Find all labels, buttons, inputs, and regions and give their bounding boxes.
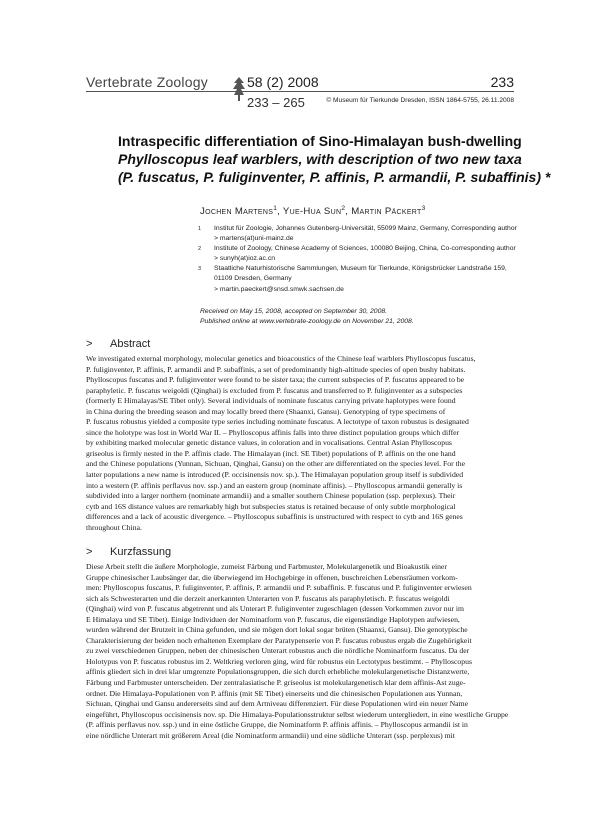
header-rule: [86, 91, 514, 92]
affiliation-text: Staatliche Naturhistorische Sammlungen, Museum für Tierkunde, Königsbrücker Landstraße 159,: [214, 265, 507, 272]
text-line: wurden während der Brutzeit in China gefunden, und sie mögen dort lokal sogar brüten (Shaanxi, Gansu). Die genotypische: [86, 625, 468, 635]
text-line: throughout China.: [86, 522, 142, 532]
received-date: Received on May 15, 2008, accepted on September 30, 2008.: [200, 308, 388, 315]
text-line: cytb and 16S distance values are remarkably high but subspecies status is retained because of only subtle morphological: [86, 501, 456, 511]
affiliation: [198, 244, 525, 265]
page-number: 233: [490, 74, 514, 90]
text-line: subdivided into a larger northern (nominate armandii) and a smaller southern Chinese population (ssp. perplexus). Their: [86, 491, 456, 501]
text-line: ordnet. Die Himalaya-Populationen von P. affinis (mit SE Tibet) einerseits und die chinesischen Populationen aus Yunnan,: [86, 688, 463, 698]
affiliation-text: Institute of Zoology, Chinese Academy of Sciences, 100080 Beijing, China, Co-corresponding author: [214, 245, 516, 252]
abstract-body: [86, 354, 514, 533]
volume-issue: 58 (2) 2008: [247, 74, 319, 90]
journal-name: Vertebrate Zoology: [86, 74, 208, 90]
text-line: into a western (P. affinis perflavus nov. ssp.) and an eastern group (nominate affinis). – Phylloscopus armandii generally is: [86, 480, 463, 490]
page-range: 233 – 265: [247, 95, 305, 110]
text-line: Gruppe chinesischer Laubsänger dar, die überwiegend im Hochgebirge in offenen, buschreichen Lebensräumen vorkom-: [86, 572, 458, 582]
text-line: Charakterisierung der beiden noch erhaltenen Exemplare der Paratypenserie von P. fuscatus robustus ergab die Zugehörigkeit: [86, 635, 472, 645]
text-line: paraphyletic. P. fuscatus weigoldi (Qinghai) is excluded from P. fuscatus and transferred to P. fuliginventer as a subspecies: [86, 385, 463, 395]
affiliation-number: 2: [198, 246, 202, 252]
text-line: P. fuscatus robustus yielded a composite type series including nominate fuscatus. A lectotype of taxon robustus is designated: [86, 417, 469, 427]
abstract-heading: [86, 338, 150, 350]
text-line: in China during the breeding season and may locally breed there (Shaanxi, Gansu). Genotyping of type specimens of: [86, 406, 446, 416]
affiliation: [198, 264, 525, 295]
title-line: Intraspecific differentiation of Sino-Himalayan bush-dwelling: [118, 133, 522, 149]
text-line: (formerly E Himalayas/SE Tibet only). Several individuals of nominate fuscatus carrying private haplotypes were found: [86, 396, 456, 406]
text-line: since the holotype was lost in World War II. – Phylloscopus affinis falls into three distinct population groups which differ: [86, 427, 460, 437]
affiliation-number: 1: [198, 226, 202, 232]
affiliation-email[interactable]: > martin.paeckert@snsd.smwk.sachsen.de: [214, 285, 344, 293]
published-online: Published online at www.vertebrate-zoology.de on November 21, 2008.: [200, 317, 414, 325]
author-list: [200, 205, 426, 217]
text-line: griseolus is firmly nested in the P. affinis clade. The Himalayan (incl. SE Tibet) populations of P. affinis on the one hand: [86, 448, 456, 458]
text-line: Phylloscopus fuscatus and P. fuliginventer were found to be sister taxa; the current subspecies of P. fuscatus appeared to be: [86, 375, 465, 385]
publication-dates: [200, 307, 414, 326]
author-name: Jochen Martens: [200, 206, 274, 218]
text-line: (Qinghai) wird von P. fuscatus abgetrennt und als Unterart P. fuliginventer zugeschlagen (dessen Vorkommen zuvor nur im: [86, 604, 465, 614]
text-line: Färbung und Farbmuster unterscheiden. Der zentralasiatische P. griseolus ist molekulargenetisch klar dem affinis-Ast zuge-: [86, 678, 466, 688]
text-line: eine nördliche Unterart mit größerem Areal (die Nominatform armandii) und eine südliche Unterart (ssp. perplexus) mit: [86, 730, 455, 740]
author-separator: ,: [277, 206, 283, 218]
text-line: sich als Schwesterarten und die derzeit anerkannten Unterarten von P. fuscatus als paraphyletisch. P. fuscatus weigoldi: [86, 593, 450, 603]
text-line: men: Phylloscopus fuscatus, P. fuliginventer, P. affinis, P. armandii und P. subaffinis. P. fuscatus und P. fuliginventer erwiesen: [86, 583, 472, 593]
affiliation: [198, 224, 525, 245]
text-line: zu zwei verschiedenen Gruppen, neben der chinesischen Unterart robustus auch die nördliche Nominatform fuscatus. Da der: [86, 646, 470, 656]
author-separator: ,: [345, 206, 352, 218]
text-line: and the Chinese populations (Yunnan, Sichuan, Qinghai, Gansu) on the other are differentiated on the species level. For the: [86, 459, 466, 469]
author-affiliation-mark: 2: [341, 205, 346, 212]
kurzfassung-heading-text: Kurzfassung: [110, 546, 172, 558]
text-line: latter populations a new name is introduced (P. occisinensis nov. sp.). The Himalayan population group itself is subdivided: [86, 470, 464, 480]
text-line: eingeführt, Phylloscopus occisinensis nov. sp. Die Himalaya-Populationsstruktur selbst wiederum untergliedert, in eine westliche Gruppe: [86, 709, 509, 719]
text-line: differences and a lack of acoustic divergence. – Phylloscopus subaffinis is unstructured with respect to cytb and 16S genes: [86, 512, 463, 522]
title-line: (P. fuscatus, P. fuliginventer, P. affinis, P. armandii, P. subaffinis) *: [118, 169, 551, 186]
affiliation-email[interactable]: > sunyh(at)ioz.ac.cn: [214, 255, 276, 263]
author-affiliation-mark: 3: [421, 205, 426, 212]
text-line: affinis gliedert sich in drei klar umgrenzte Populationsgruppen, die sich durch erhebliche molekulargenetische Distanzwerte,: [86, 667, 470, 677]
text-line: P. fuliginventer, P. affinis, P. armandii and P. subaffinis, a set of predominantly high-altitude species of open bushy habitats.: [86, 364, 466, 374]
kurzfassung-body: [86, 562, 514, 741]
heading-arrow: >: [86, 338, 93, 350]
kurzfassung-heading: [86, 546, 171, 558]
affiliation-text: Institut für Zoologie, Johannes Gutenberg-Universität, 55099 Mainz, Germany, Corresponding author: [214, 225, 517, 232]
author-name: Yue-Hua Sun: [282, 206, 342, 218]
text-line: Holotypus von P. fuscatus robustus im 2. Weltkrieg verloren ging, wird für robustus ein Lectotypus bestimmt. – Phylloscopus: [86, 656, 472, 666]
text-line: We investigated external morphology, molecular genetics and bioacoustics of the Chinese leaf warblers Phylloscopus fuscatus,: [86, 354, 476, 363]
text-line: Diese Arbeit stellt die äußere Morphologie, zumeist Färbung und Farbmuster, Molekulargenetik und Bioakustik einer: [86, 562, 447, 571]
article-title: [118, 132, 551, 187]
affiliation-text: 01109 Dresden, Germany: [214, 275, 292, 283]
text-line: Sichuan, Qinghai und Gansu andererseits sind auf dem Artniveau differenziert. Für diese Populationen wird ein neuer Name: [86, 699, 468, 709]
journal-logo-icon: [232, 76, 246, 102]
heading-arrow: >: [86, 546, 93, 558]
author-name: Martin Päckert: [351, 206, 422, 218]
copyright-notice: © Museum für Tierkunde Dresden, ISSN 1864-5755, 26.11.2008: [326, 97, 514, 104]
text-line: (P. affinis perflavus nov. ssp.) und in eine östliche Gruppe, die Nominatform P. affinis affinis. – Phylloscopus armandii ist in: [86, 720, 468, 730]
text-line: by exhibiting marked molecular genetic distance values, in coloration and in vocalisations. Central Asian Phylloscopus: [86, 438, 452, 448]
author-affiliation-mark: 1: [273, 205, 278, 212]
affiliation-number: 3: [198, 266, 202, 272]
title-line: Phylloscopus leaf warblers, with description of two new taxa: [118, 151, 522, 168]
abstract-heading-text: Abstract: [110, 338, 151, 350]
affiliation-email[interactable]: > martens(at)uni-mainz.de: [214, 235, 294, 243]
text-line: E Himalaya und SE Tibet). Einige Individuen der Nominatform von P. fuscatus, die eigenständige Haplotypen aufwiesen,: [86, 614, 460, 624]
